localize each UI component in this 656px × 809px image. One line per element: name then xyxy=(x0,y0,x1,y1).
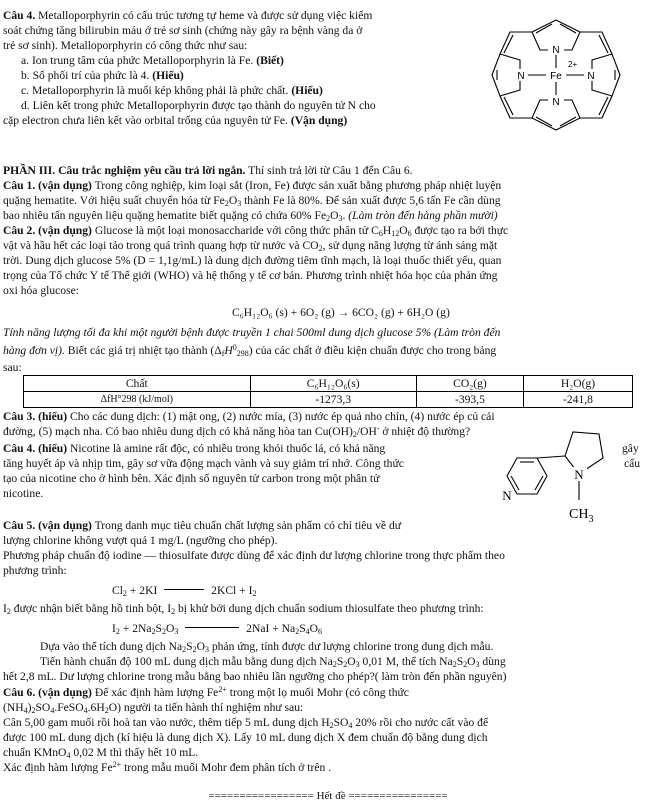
arrow-icon xyxy=(185,627,239,628)
end-of-exam-footer: ================= Hết đề ================ xyxy=(208,790,448,802)
q6-line1: Câu 6. (vận dụng) Để xác định hàm lượng $Fe^{2+}$ trong một lọ muối Mohr (có công thức xyxy=(3,685,409,699)
q2-line3: trời. Dung dịch glucose 5% (D = 1,1g/mL) là dung dịch đường tiêm tĩnh mạch, là loại thuốc thiết yếu, quan xyxy=(3,254,502,267)
arrow-icon xyxy=(164,589,204,590)
q4-label: Câu 4. xyxy=(3,9,36,22)
table-header-cell: H₂O(g) xyxy=(523,376,632,392)
q2-line2: vật và hầu hết các loại tảo trong quá trình quang hợp từ nước và $CO_2$, sử dụng năng lượng từ ánh sáng mặt xyxy=(3,239,498,253)
table-cell: -393,5 xyxy=(416,392,523,408)
q4b-line2: tăng huyết áp và nhịp tim, gây sơ vữa động mạch vành và suy giảm trí nhớ. Công thức xyxy=(3,457,404,470)
q5-line6: Dựa vào thể tích dung dịch $Na_2S_2O_3$ phản ứng, tính được dư lượng chlorine trong dung dịch mẫu. xyxy=(40,640,494,654)
table-row xyxy=(24,392,633,408)
porphyrin-fe: Fe xyxy=(550,71,562,82)
q4b-line4: nicotine. xyxy=(3,487,44,500)
q4b-line1-end: gây xyxy=(622,442,639,455)
q2-equation: C₆H₁₂O₆ (s) + 6O₂ (g) → 6CO₂ (g) + 6H₂O (g) xyxy=(232,306,450,319)
porphyrin-charge: 2+ xyxy=(568,60,578,69)
q2-question-line2: hàng đơn vị). Biết các giá trị nhiệt tạo thành $(\Delta_fH^0_{298})$ của các chất ở điều kiện chuẩn được cho trong bảng xyxy=(3,343,497,358)
q2-line5: oxi hóa glucose: xyxy=(3,284,79,297)
q4-intro-line3: trẻ sơ sinh). Metalloporphyrin có công thức như sau: xyxy=(3,39,248,52)
q4-intro-line2: soát chứng tăng bilirubin máu ở trẻ sơ sinh (chứng này gây ra bệnh vàng da ở xyxy=(3,24,363,37)
porphyrin-n-top: N xyxy=(552,45,560,56)
porphyrin-n-bottom: N xyxy=(552,97,560,108)
q5-line2: lượng chlorine không vượt quá 1 mg/L (ngưỡng cho phép). xyxy=(3,534,278,547)
q4-option-d-line1: d. Liên kết trong phức Metalloporphyrin được tạo thành do nguyên tử N cho xyxy=(21,99,376,112)
q4-intro-line1: Câu 4. Metalloporphyrin có cấu trúc tương tự heme và được sử dụng việc kiểm xyxy=(3,9,373,22)
nicotine-ch3: $CH_3$ xyxy=(569,507,594,525)
table-header-cell: CO₂(g) xyxy=(416,376,523,392)
q1-line3: bao nhiêu tấn nguyên liệu quặng hematite biết quặng có chứa 60% $Fe_2O_3$. (Làm tròn đến hàng phần mười) xyxy=(3,209,498,223)
q5-line5: $I_2$ được nhận biết bằng hồ tinh bột, $I_2$ bị khử bởi dung dịch chuẩn sodium thiosulfate theo phương trình: xyxy=(3,602,484,616)
q5-equation-2: $I_2 + 2Na_2S_2O_3$ $2NaI + Na_2S_4O_6$ xyxy=(112,622,323,636)
q5-line1: Câu 5. (vận dụng) Trong danh mục tiêu chuẩn chất lượng sản phẩm có chỉ tiêu về dư xyxy=(3,519,402,532)
q5-line3: Phương pháp chuẩn độ iodine — thiosulfate được dùng để xác định dư lượng chlorine trong thực phẩm theo xyxy=(3,549,505,562)
q4b-line1: Câu 4. (hiểu) Nicotine là amine rất độc, có nhiều trong khói thuốc lá, có khả năng xyxy=(3,442,386,455)
part3-heading: PHẦN III. Câu trắc nghiệm yêu cầu trả lời ngắn. Thí sinh trả lời từ Câu 1 đến Câu 6. xyxy=(3,164,413,177)
q4-option-d-line2: cặp electron chưa liên kết vào orbital trống của nguyên tử Fe. (Vận dụng) xyxy=(3,114,348,127)
q1-line2: quặng hematite. Với hiệu suất chuyển hóa từ $Fe_2O_3$ thành Fe là 80%. Để sản xuất được 5,6 tấn Fe cần dùng xyxy=(3,194,501,208)
q2-question-line1: Tính năng lượng tối đa khi một người bệnh được truyền 1 chai 500ml dung dịch glucose 5% (Làm tròn đến xyxy=(3,326,501,339)
q4b-line3: tạo của nicotine cho ở hình bên. Xác định số nguyên tử carbon trong một phân tử xyxy=(3,472,380,485)
table-cell: -1273,3 xyxy=(250,392,416,408)
metalloporphyrin-structure xyxy=(470,10,642,140)
porphyrin-n-left: N xyxy=(517,71,525,82)
q1-line1: Câu 1. (vận dụng) Trong công nghiệp, kim loại sắt (Iron, Fe) được sản xuất bằng phương pháp nhiệt luyện xyxy=(3,179,502,192)
q6-line4: được 100 mL dung dịch (kí hiệu là dung dịch X). Lấy 10 mL dung dịch X đem chuẩn độ bằng dung dịch xyxy=(3,731,488,744)
nicotine-n-pyridine: N xyxy=(502,488,512,503)
q6-line5: chuẩn KMnO$_4$ 0,02 M thì thấy hết 10 mL. xyxy=(3,746,199,760)
nicotine-structure xyxy=(495,418,625,530)
table-cell: -241,8 xyxy=(523,392,632,408)
q4b-line2-end: cấu xyxy=(624,457,641,470)
nicotine-n-pyrrolidine: N xyxy=(574,467,584,482)
q4-option-a: a. Ion trung tâm của phức Metalloporphyrin là Fe. (Biết) xyxy=(21,54,284,67)
q5-line8: hết 2,8 mL. Dư lượng chlorine trong mẫu bằng bao nhiêu lần ngưỡng cho phép?( làm tròn đến phần nguyên) xyxy=(3,670,507,683)
q2-question-line3: sau: xyxy=(3,361,22,374)
q5-line4: phương trình: xyxy=(3,564,67,577)
table-header-cell: Chất xyxy=(24,376,251,392)
q4-option-c: c. Metalloporphyrin là muối kép không phải là phức chất. (Hiểu) xyxy=(21,84,323,97)
q5-equation-1: $Cl_2 + 2KI$ $2KCl + I_2$ xyxy=(112,584,257,598)
table-row-label: ΔfH°298 (kJ/mol) xyxy=(24,392,251,408)
q5-line7: Tiến hành chuẩn độ 100 mL dung dịch mẫu bằng dung dịch $Na_2S_2O_3$ 0,01 M, thể tích $Na_2S_2O_3$ dùng xyxy=(40,655,506,669)
q2-line4: trọng của Tổ chức Y tế Thế giới (WHO) và hệ thống y tế cơ bản. Phương trình nhiệt hóa học của phản ứng xyxy=(3,269,498,282)
q2-line1: Câu 2. (vận dụng) Glucose là một loại monosaccharide với công thức phân tử $C_6H_{12}O_6$ được tạo ra bởi thực xyxy=(3,224,509,238)
enthalpy-table xyxy=(23,375,633,408)
q6-line3: Cân 5,00 gam muối rồi hoà tan vào nước, thêm tiếp 5 mL dung dịch $H_2SO_4$ 20% rồi cho nước cất vào để xyxy=(3,716,489,730)
table-header-cell: C₆H₁₂O₆(s) xyxy=(250,376,416,392)
q3-line2: đường, (5) mạch nha. Có bao nhiêu dung dịch có khả năng hòa $\tan Cu(OH)_2/OH^-$ ở nhiệt độ thường? xyxy=(3,424,471,439)
table-header-row xyxy=(24,376,633,392)
q4-option-b: b. Số phối trí của phức là 4. (Hiểu) xyxy=(21,69,184,82)
q6-line6: Xác định hàm lượng $Fe^{2+}$ trong mẫu muối Mohr đem phân tích ở trên . xyxy=(3,760,332,774)
q6-line2: $(NH_4)_2SO_4.FeSO_4.6H_2O$) người ta tiến hành thí nghiệm như sau: xyxy=(3,701,304,715)
q3-line1: Câu 3. (hiểu) Cho các dung dịch: (1) mật ong, (2) nước mía, (3) nước ép quả nho chín, (4) nước ép củ cải xyxy=(3,410,495,423)
porphyrin-n-right: N xyxy=(587,71,595,82)
